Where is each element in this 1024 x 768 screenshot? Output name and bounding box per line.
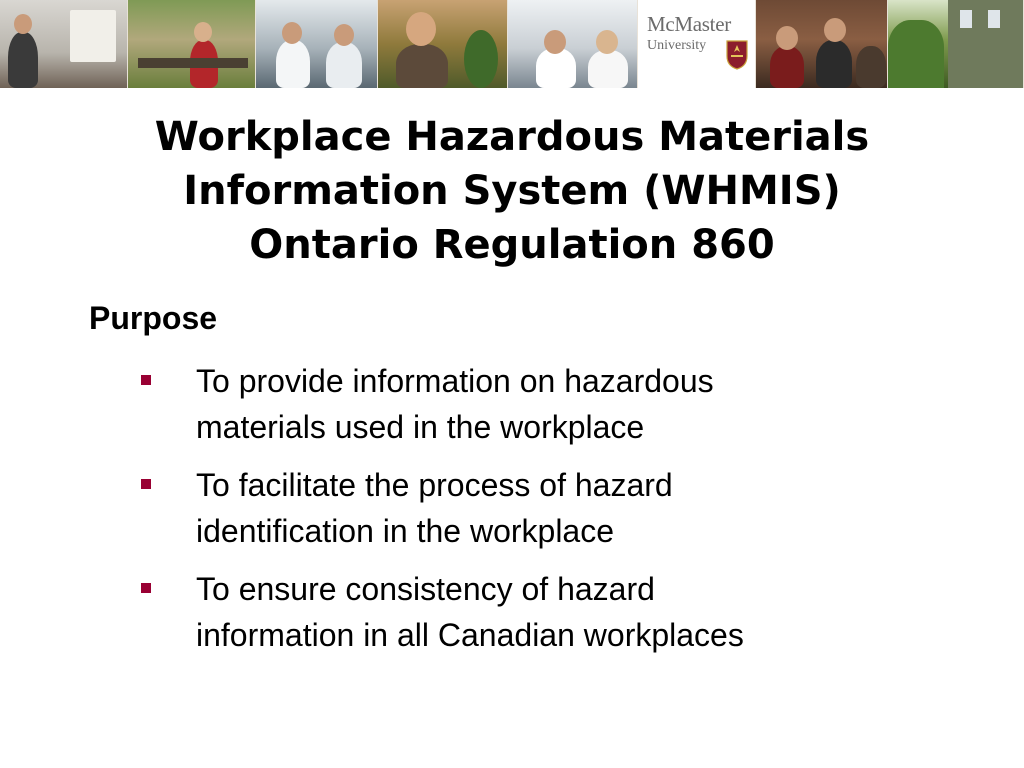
crest-icon	[726, 40, 748, 70]
logo-name-line2: University	[647, 38, 707, 53]
bullet-line: To facilitate the process of hazard	[196, 467, 673, 503]
bullet-line: To ensure consistency of hazard	[196, 571, 655, 607]
square-bullet-icon	[141, 479, 151, 489]
section-heading: Purpose	[89, 300, 218, 336]
banner-photo-meeting	[756, 0, 888, 88]
bullet-line: identification in the workplace	[196, 513, 615, 549]
banner-photo-strip	[0, 0, 1024, 88]
logo-name-line1: McMaster	[647, 12, 731, 36]
bullet-line: information in all Canadian workplaces	[196, 617, 744, 653]
bullet-line: materials used in the workplace	[196, 409, 645, 445]
square-bullet-icon	[141, 375, 151, 385]
title-line-2: Information System (WHMIS)	[183, 168, 841, 214]
title-line-3: Ontario Regulation 860	[249, 222, 775, 268]
banner-photo-building	[888, 0, 1024, 88]
slide-title	[60, 110, 964, 272]
banner-photo-student	[378, 0, 508, 88]
title-line-1: Workplace Hazardous Materials	[154, 114, 870, 160]
bullet-line: To provide information on hazardous	[196, 363, 714, 399]
bullet-text	[196, 462, 956, 554]
banner-photo-researchers	[508, 0, 638, 88]
bullet-text	[196, 566, 956, 658]
mcmaster-logo	[638, 0, 756, 88]
banner-photo-campus	[128, 0, 256, 88]
banner-photo-lecture	[0, 0, 128, 88]
square-bullet-icon	[141, 583, 151, 593]
banner-photo-laboratory	[256, 0, 378, 88]
bullet-text	[196, 358, 956, 450]
